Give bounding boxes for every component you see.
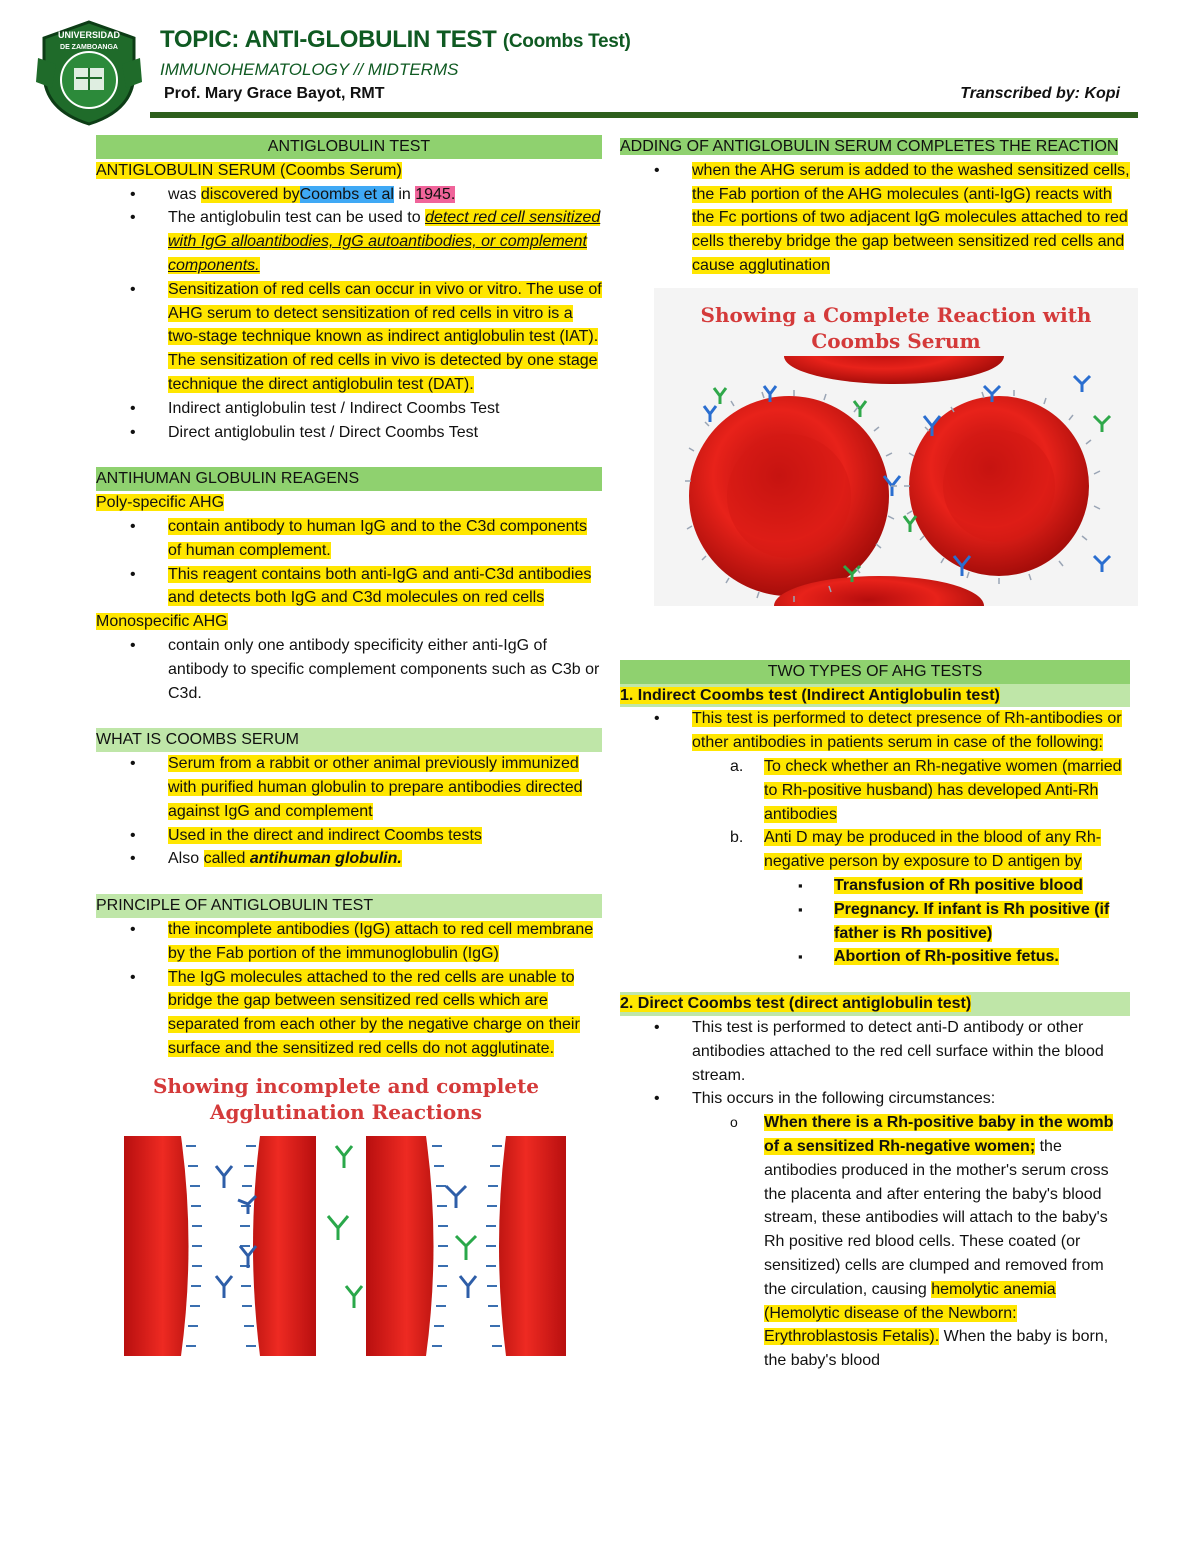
section-heading-antihuman-globulin: ANTIHUMAN GLOBULIN REAGENS — [96, 467, 602, 491]
transcriber-credit: Transcribed by: Kopi — [960, 85, 1120, 102]
svg-text:UNIVERSIDAD: UNIVERSIDAD — [57, 30, 121, 40]
section-heading-coombs-serum: WHAT IS COOMBS SERUM — [96, 728, 602, 752]
list-item: • when the AHG serum is added to the washed sensitized cells, the Fab portion of the AHG molecules (anti-IgG) reacts with the Fc portions of two adjacent IgG molecules attached to red cells thereby bridge the gap between sensitized red cells and cause agglutination — [620, 159, 1130, 278]
subheading-indirect-coombs: 1. Indirect Coombs test (Indirect Antiglobulin test) — [620, 684, 1130, 708]
list-item: • This reagent contains both anti-IgG and anti-C3d antibodies and detects both IgG and C3d molecules on red cells — [96, 563, 602, 611]
list-item: • This test is performed to detect anti-D antibody or other antibodies attached to the red cell surface within the blood stream. — [620, 1016, 1130, 1087]
subheading-direct-coombs: 2. Direct Coombs test (direct antiglobulin test) — [620, 992, 1130, 1016]
left-column — [96, 135, 602, 1361]
list-item: • Used in the direct and indirect Coombs tests — [96, 824, 602, 848]
figure-agglutination-reactions — [96, 1071, 596, 1361]
svg-text:DE ZAMBOANGA: DE ZAMBOANGA — [60, 44, 118, 51]
section-heading-antiglobulin-test: ANTIGLOBULIN TEST — [96, 135, 602, 159]
complete-reaction-illustration — [654, 356, 1138, 606]
subheading-monospecific: Monospecific AHG — [96, 613, 228, 631]
figure-title: Showing a Complete Reaction with Coombs Serum — [700, 302, 1092, 353]
list-item: • Indirect antiglobulin test / Indirect Coombs Test — [96, 397, 602, 421]
figure-complete-reaction — [654, 288, 1138, 606]
list-item: b. Anti D may be produced in the blood of any Rh-negative person by exposure to D antigen by — [730, 829, 1102, 871]
right-column — [620, 135, 1130, 1373]
list-item: • contain antibody to human IgG and to the C3d components of human complement. — [96, 515, 602, 563]
subheading-poly-specific: Poly-specific AHG — [96, 494, 225, 512]
list-item: • This test is performed to detect presence of Rh-antibodies or other antibodies in patients serum in case of the following: — [620, 707, 1130, 755]
list-item: ▪ Transfusion of Rh positive blood — [620, 874, 1130, 898]
university-logo — [34, 18, 144, 128]
list-item: • Serum from a rabbit or other animal previously immunized with purified human globulin to prepare antibodies directed against IgG and complement — [96, 752, 602, 823]
figure-title: Showing incomplete and complete Agglutination Reactions — [152, 1073, 540, 1124]
section-heading-two-types: TWO TYPES OF AHG TESTS — [620, 660, 1130, 684]
agglutination-illustration — [96, 1126, 596, 1361]
list-item: • The antiglobulin test can be used to detect red cell sensitized with IgG alloantibodies, IgG autoantibodies, or complement components. — [96, 206, 602, 277]
professor-name: Prof. Mary Grace Bayot, RMT — [164, 85, 385, 102]
subject-line: IMMUNOHEMATOLOGY // MIDTERMS — [160, 60, 459, 79]
title-subtitle: (Coombs Test) — [502, 31, 631, 52]
list-item: • The IgG molecules attached to the red cells are unable to bridge the gap between sensitized red cells which are separated from each other by the negative charge on their surface and the sensitized red cells do not agglutinate. — [96, 966, 602, 1061]
section-heading-principle: PRINCIPLE OF ANTIGLOBULIN TEST — [96, 894, 602, 918]
header-divider — [150, 112, 1138, 118]
subheading-antiglobulin-serum: ANTIGLOBULIN SERUM (Coombs Serum) — [96, 161, 402, 179]
section-heading-adding-antiglobulin: ADDING OF ANTIGLOBULIN SERUM COMPLETES THE REACTION — [620, 138, 1119, 155]
list-item: • Also called antihuman globulin. — [96, 847, 602, 871]
list-item: • the incomplete antibodies (IgG) attach to red cell membrane by the Fab portion of the immunoglobulin (IgG) — [96, 918, 602, 966]
list-item: • was discovered byCoombs et al in 1945. — [96, 183, 602, 207]
list-item: ▪ Pregnancy. If infant is Rh positive (if father is Rh positive) — [620, 898, 1130, 946]
list-item: • This occurs in the following circumstances: — [620, 1087, 1130, 1111]
list-item: • Direct antiglobulin test / Direct Coombs Test — [96, 421, 602, 445]
list-item: ▪ Abortion of Rh-positive fetus. — [620, 945, 1130, 969]
page-title: TOPIC: ANTI-GLOBULIN TEST (Coombs Test) — [160, 26, 631, 53]
list-item: • contain only one antibody specificity either anti-IgG of antibody to specific complement components such as C3b or C3d. — [96, 634, 602, 705]
list-item: o When there is a Rh-positive baby in the womb of a sensitized Rh-negative women; the antibodies produced in the mother's serum cross the placenta and after entering the baby's blood stream, these antibodies will attach to the baby's Rh positive red blood cells. These coated (or sensitized) cells are clumped and removed from the circulation, causing hemolytic anemia (Hemolytic disease of the Newborn: Erythroblastosis Fetalis). When the baby is born, the baby's blood — [620, 1111, 1130, 1373]
list-item: a. To check whether an Rh-negative women (married to Rh-positive husband) has developed Anti-Rh antibodies — [730, 757, 1122, 823]
list-item: • Sensitization of red cells can occur in vivo or vitro. The use of AHG serum to detect sensitization of red cells in vitro is a two-stage technique known as indirect antiglobulin test (IAT). The sensitization of red cells in vivo is detected by one stage technique the direct antiglobulin test (DAT). — [96, 278, 602, 397]
